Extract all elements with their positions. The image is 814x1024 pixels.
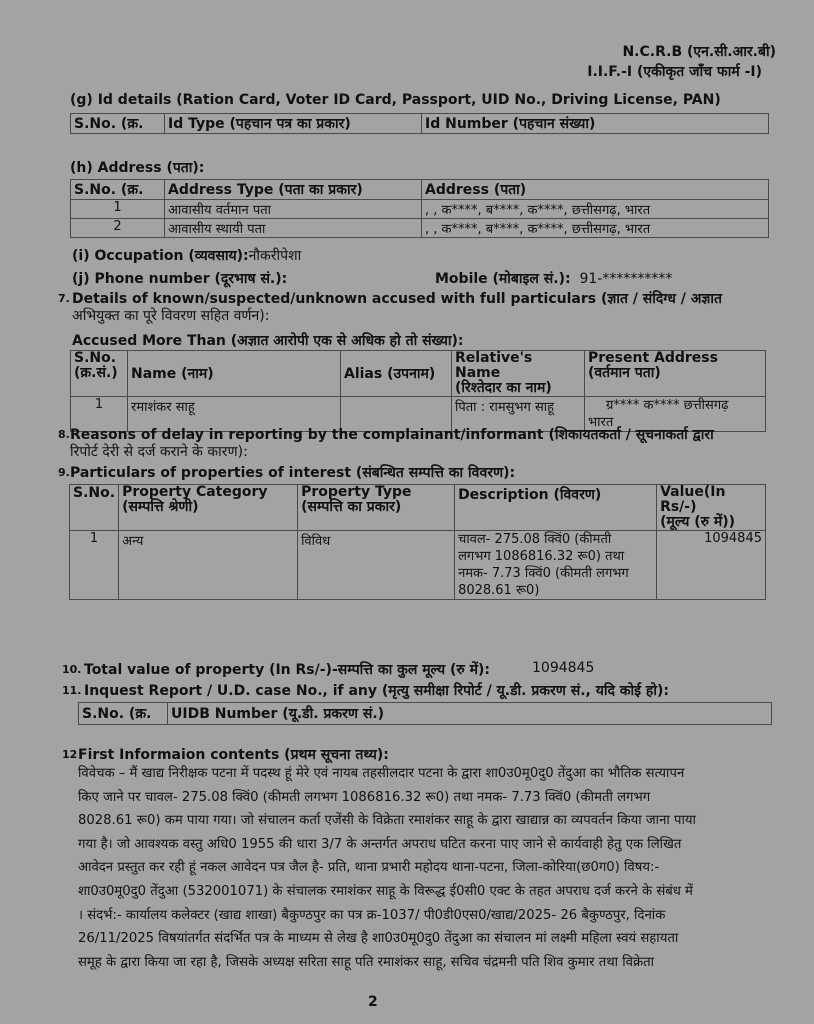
col-property-category (119, 485, 298, 531)
cell-name: रमाशंकर साहू (128, 397, 341, 432)
col-type-line1: Property Type (301, 484, 412, 500)
page-number: 2 (368, 994, 378, 1010)
description-line2: लगभग 1086816.32 रू0) तथा (458, 549, 625, 564)
address-heading: (h) Address (पता): (70, 160, 205, 176)
description-line4: 8028.61 रू0) (458, 583, 540, 598)
body-line: विवेचक – मैं खाद्य निरीक्षक पटना में पदस्थ हूं मेरे एवं नायब तहसीलदार पटना के द्वारा शा0उ0मू0दु0 तेंदुआ का भौतिक सत्यापन (78, 766, 685, 781)
col-id-number: Id Number (पहचान संख्या) (422, 114, 769, 134)
cell-sno: 1 (71, 397, 128, 432)
body-line: 26/11/2025 विषयांतर्गत संदर्भित पत्र के माध्यम से लेख है शा0उ0मू0दु0 तेंदुआ का संचालन मां लक्ष्मी महिला स्वयं सहायता (78, 931, 679, 947)
table-header-row (71, 114, 769, 134)
section-7-number: 7. (58, 292, 70, 305)
cell-address-type: आवासीय वर्तमान पता (165, 200, 422, 219)
section-9-heading: Particulars of properties of interest (संबन्धित सम्पत्ति का विवरण): (70, 465, 516, 481)
col-relative-line1: Relative's Name (455, 350, 533, 381)
section-11-number: 11. (62, 684, 82, 697)
cell-relative: पिता : रामसुभग साहू (452, 397, 585, 432)
col-type-line2: (सम्पत्ति का प्रकार) (301, 499, 402, 515)
table-row (71, 219, 769, 238)
col-value-line2: (मूल्य (रु में)) (660, 514, 736, 530)
body-line: । संदर्भ:- कार्यालय कलेक्टर (खाद्य शाखा) बैकुण्ठपुर का पत्र क्र-1037/ पी0डी0एस0/खाद्य/2025- 26 बैकुण्ठपुर, दिनांक (78, 907, 666, 923)
col-sno-line2: (क्र.सं.) (74, 365, 118, 381)
col-uidb-number: UIDB Number (यू.डी. प्रकरण सं.) (168, 703, 772, 725)
address-line1: ग्र**** क**** छत्तीसगढ़ (606, 398, 729, 413)
section-8-heading-line1: Reasons of delay in reporting by the complainant/informant (शिकायतकर्ता / सूचनाकर्ता द्वारा (70, 427, 714, 443)
section-8-heading-line2: रिपोर्ट देरी से दर्ज कराने के कारण): (70, 444, 248, 460)
cell-type: विविध (298, 531, 455, 600)
occupation-label: (i) Occupation (व्यवसाय): (72, 248, 249, 264)
col-sno: S.No. (70, 485, 119, 531)
address-table (70, 179, 769, 238)
cell-sno: 2 (71, 219, 165, 238)
org-title: N.C.R.B (एन.सी.आर.बी) (622, 44, 776, 60)
col-present-address (585, 351, 766, 397)
section-7-heading-line1: Details of known/suspected/unknown accused with full particulars (ज्ञात / संदिग्ध / अज्ञात (72, 291, 722, 307)
table-header-row (71, 180, 769, 200)
phone-label: (j) Phone number (दूरभाष सं.): (72, 271, 288, 287)
body-line: समूह के द्वारा किया जा रहा है, जिसके अध्यक्ष सरिता साहू पति रमाशंकर साहू, सचिव चंद्रमनी पति शिव कुमार तथा विक्रेता (78, 954, 655, 970)
first-information-body (78, 762, 768, 974)
col-id-type: Id Type (पहचान पत्र का प्रकार) (165, 114, 422, 134)
section-9-number: 9. (58, 466, 70, 479)
col-sno: S.No. (क्र. (79, 703, 168, 725)
mobile-line (435, 269, 672, 288)
form-title: I.I.F.-I (एकीकृत जाँच फार्म -I) (587, 64, 762, 80)
inquest-table (78, 702, 772, 725)
col-name: Name (नाम) (128, 351, 341, 397)
col-category-line1: Property Category (122, 484, 268, 500)
section-7-heading-line2: अभियुक्त का पूरे विवरण सहित वर्णन): (72, 308, 270, 324)
col-address-type: Address Type (पता का प्रकार) (165, 180, 422, 200)
properties-table (69, 484, 766, 600)
cell-sno: 1 (71, 200, 165, 219)
cell-value: 1094845 (657, 531, 766, 600)
col-address-line2: (वर्तमान पता) (588, 365, 661, 381)
table-row (70, 531, 766, 600)
cell-sno: 1 (70, 531, 119, 600)
address-line2: भारत (588, 415, 614, 430)
col-address-line1: Present Address (588, 350, 718, 366)
col-address: Address (पता) (422, 180, 769, 200)
id-details-heading: (g) Id details (Ration Card, Voter ID Card, Passport, UID No., Driving License, PAN) (70, 92, 721, 108)
table-header-row (71, 351, 766, 397)
accused-table (70, 350, 766, 432)
cell-category: अन्य (119, 531, 298, 600)
table-header-row (70, 485, 766, 531)
col-value (657, 485, 766, 531)
col-sno-line1: S.No. (74, 350, 117, 366)
cell-description (455, 531, 657, 600)
section-8-number: 8. (58, 428, 70, 441)
col-alias: Alias (उपनाम) (341, 351, 452, 397)
table-row (71, 200, 769, 219)
mobile-value: 91-********** (579, 271, 673, 287)
description-line3: नमक- 7.73 क्विं0 (कीमती लगभग (458, 566, 629, 581)
cell-address: , , क****, ब****, क****, छत्तीसगढ़, भारत (422, 200, 769, 219)
col-sno: S.No. (क्र. (71, 114, 165, 134)
col-category-line2: (सम्पत्ति श्रेणी) (122, 499, 199, 515)
col-relative-line2: (रिश्तेदार का नाम) (455, 380, 552, 396)
body-line: शा0उ0मू0दु0 तेंदुआ (532001071) के संचालक रमाशंकर साहू के विरूद्ध ई0सी0 एक्ट के तहत अपराध दर्ज करने के संबंध में (78, 883, 693, 899)
first-information-heading: First Informaion contents (प्रथम सूचना तथ्य): (78, 747, 389, 763)
body-line: 8028.61 रू0) कम पाया गया। जो संचालन कर्ता एजेंसी के विक्रेता रमाशंकर साहू के द्वारा खाद्यान्न का व्यपवर्तन किया जाना पाया (78, 813, 696, 829)
body-line: आवेदन प्रस्तुत कर रही हूं नकल आवेदन पत्र जैल है- प्रति, थाना प्रभारी महोदय थाना-पटना, जिला-कोरिया(छ0ग0) विषय:- (78, 860, 660, 876)
table-header-row (79, 703, 772, 725)
cell-address-type: आवासीय स्थायी पता (165, 219, 422, 238)
body-line: गया है। जो आवश्यक वस्तु अधि0 1955 की धारा 3/7 के अन्तर्गत अपराध घटित करना पाए जाने से कार्यवाही हेतु एक लिखित (78, 836, 682, 852)
section-12-number: 12 (62, 748, 78, 761)
accused-more-than: Accused More Than (अज्ञात आरोपी एक से अधिक हो तो संख्या): (72, 333, 464, 349)
occupation-value: नौकरीपेशा (248, 248, 302, 264)
total-value-label: Total value of property (In Rs/-)-सम्पत्ति का कुल मूल्य (रु में): (84, 662, 490, 678)
col-sno (71, 351, 128, 397)
col-property-type (298, 485, 455, 531)
occupation-line (72, 246, 301, 265)
cell-address: , , क****, ब****, क****, छत्तीसगढ़, भारत (422, 219, 769, 238)
col-value-line1: Value(In Rs/-) (660, 484, 726, 515)
inquest-label: Inquest Report / U.D. case No., if any (मृत्यु समीक्षा रिपोर्ट / यू.डी. प्रकरण सं., यदि कोई हो): (84, 683, 669, 699)
section-10-number: 10. (62, 663, 82, 676)
total-value: 1094845 (532, 660, 595, 676)
id-details-table (70, 113, 769, 134)
col-relative (452, 351, 585, 397)
col-sno: S.No. (क्र. (71, 180, 165, 200)
body-line: किए जाने पर चावल- 275.08 क्विं0 (कीमती लगभग 1086816.32 रू0) तथा नमक- 7.73 क्विं0 (कीमती लगभग (78, 789, 651, 805)
mobile-label: Mobile (मोबाइल सं.): (435, 271, 571, 287)
description-line1: चावल- 275.08 क्विं0 (कीमती (458, 532, 612, 547)
col-description: Description (विवरण) (455, 485, 657, 531)
